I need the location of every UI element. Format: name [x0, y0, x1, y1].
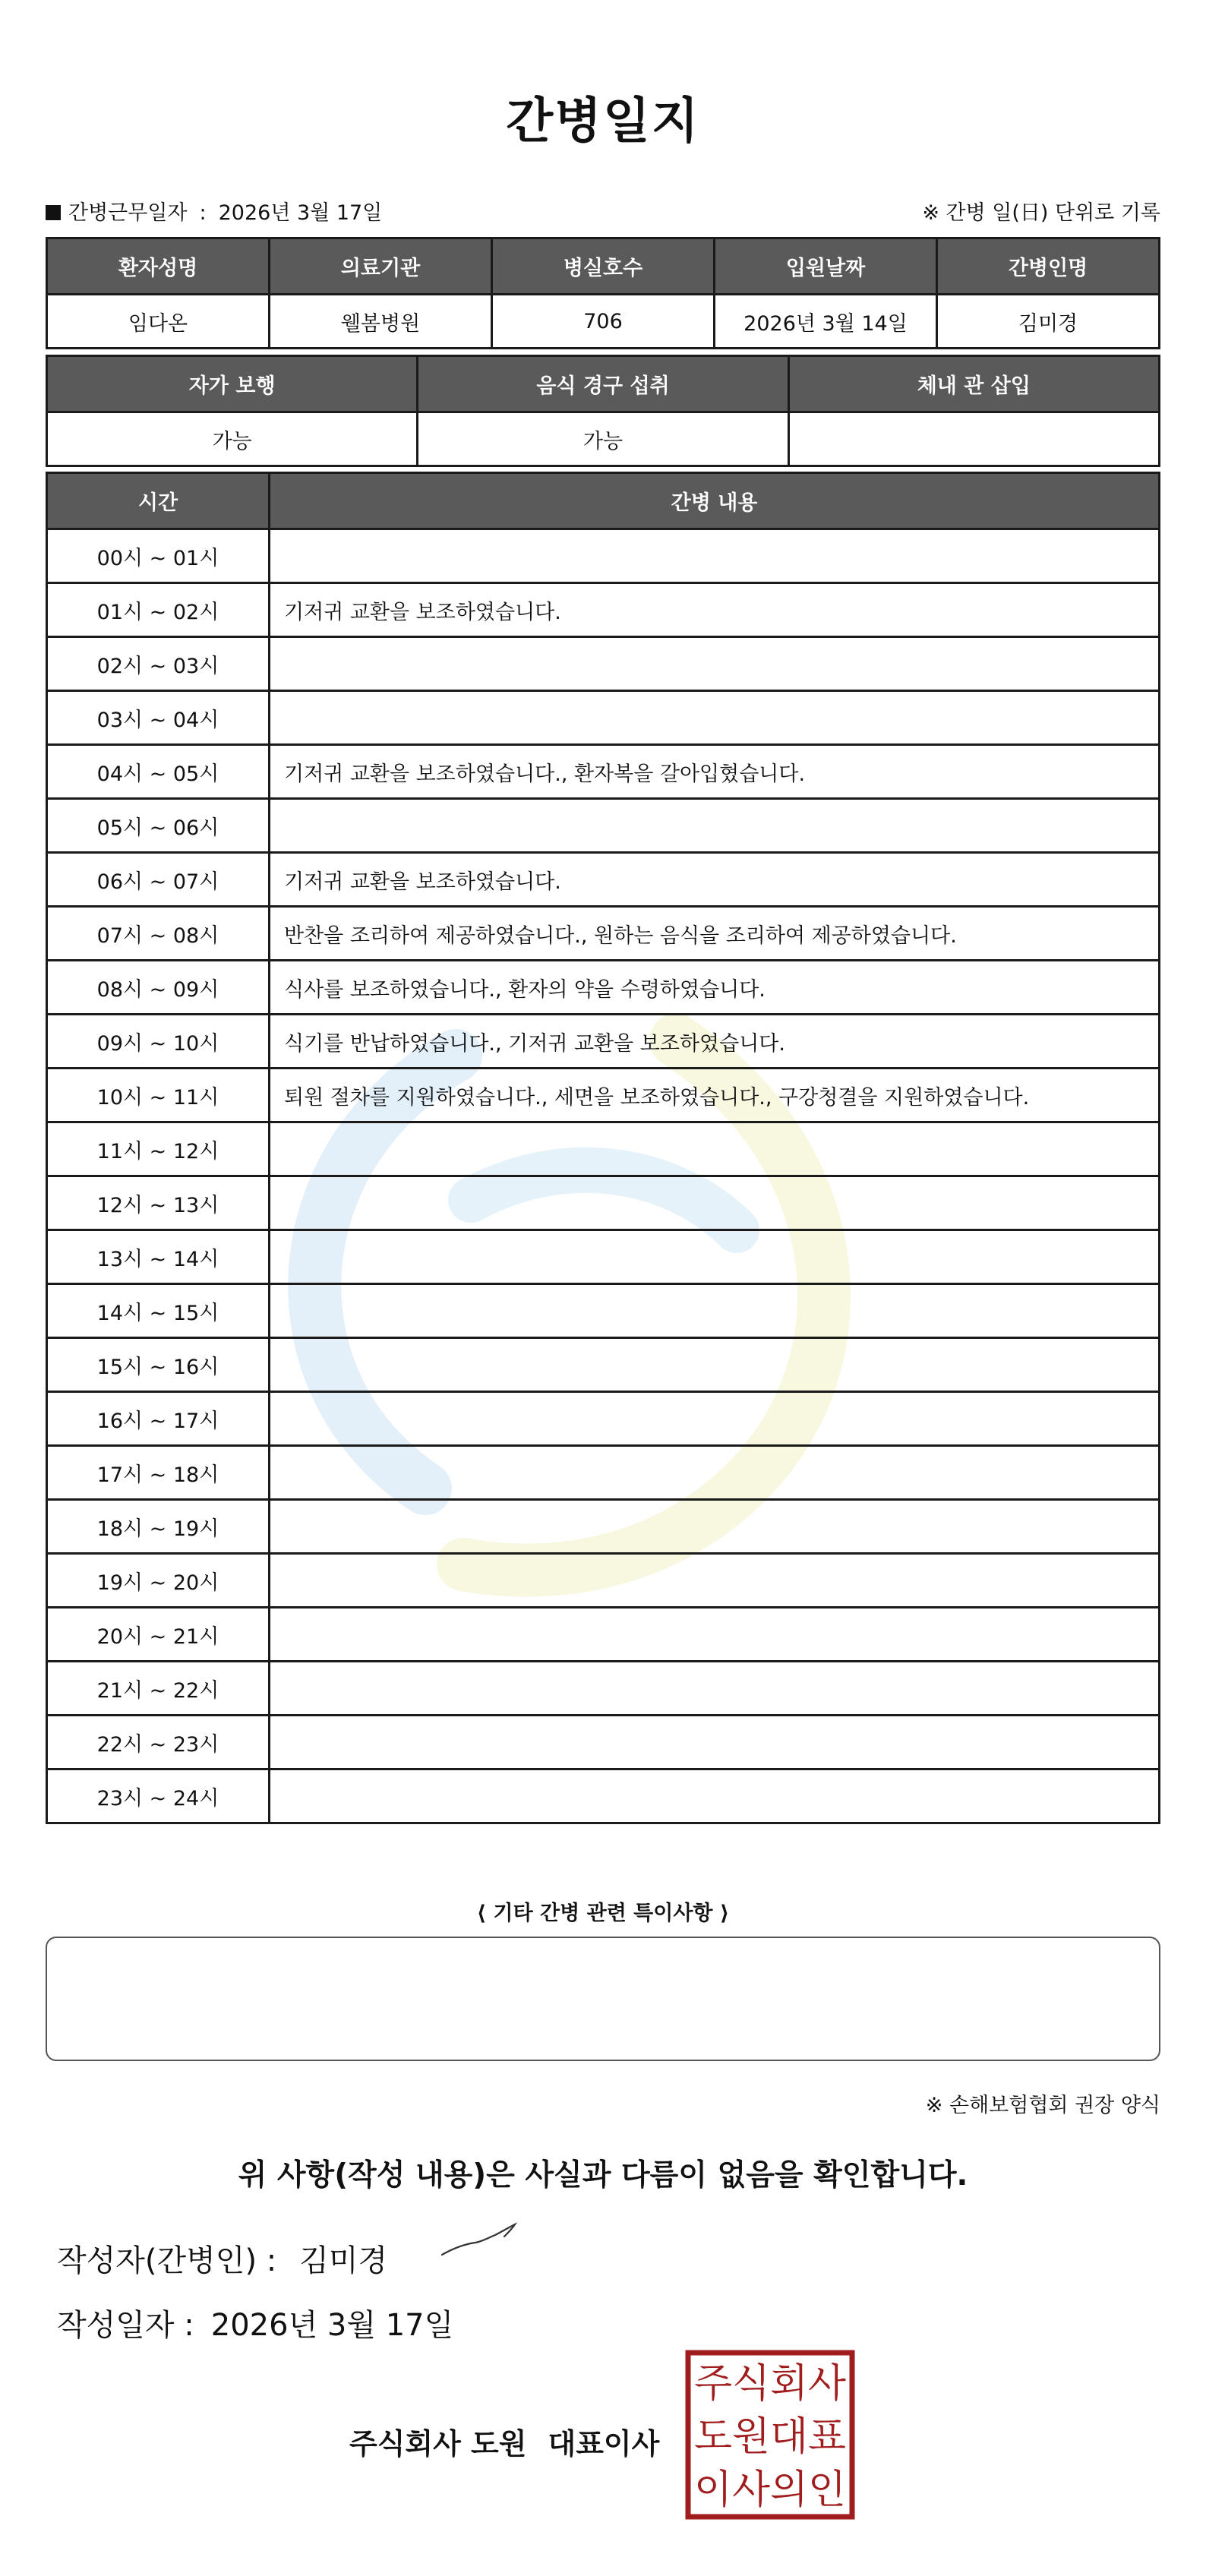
care-log-content: 기저귀 교환을 보조하였습니다. — [270, 853, 1160, 907]
care-log-row — [47, 583, 1160, 637]
work-date-value: 2026년 3월 17일 — [218, 201, 383, 225]
patient-name-value: 임다온 — [47, 295, 270, 349]
care-log-content — [270, 1122, 1160, 1176]
care-log-time: 16시 ~ 17시 — [47, 1392, 270, 1446]
seal-line-1: 주식회사 — [694, 2361, 846, 2407]
handwritten-signature — [439, 2221, 522, 2259]
company-name: 주식회사 도원 — [349, 2427, 527, 2461]
record-note: ※ 간병 일(日) 단위로 기록 — [922, 201, 1160, 225]
patient-info-value-row — [47, 295, 1160, 349]
written-date-label: 작성일자 : — [57, 2308, 194, 2343]
care-log-row — [47, 961, 1160, 1015]
confirmation-statement: 위 사항(작성 내용)은 사실과 다름이 없음을 확인합니다. — [238, 2158, 968, 2192]
care-log-time: 07시 ~ 08시 — [47, 907, 270, 961]
care-log-row — [47, 1662, 1160, 1716]
company-seal — [685, 2350, 855, 2520]
care-log-row — [47, 1069, 1160, 1122]
room-number-header: 병실호수 — [492, 238, 715, 295]
care-log-content: 식사를 보조하였습니다., 환자의 약을 수령하였습니다. — [270, 961, 1160, 1015]
care-log-content — [270, 1176, 1160, 1230]
care-log-content — [270, 529, 1160, 583]
care-log-content — [270, 1230, 1160, 1284]
representative-title: 대표이사 — [548, 2427, 660, 2461]
care-log-content: 반찬을 조리하여 제공하였습니다., 원하는 음식을 조리하여 제공하였습니다. — [270, 907, 1160, 961]
care-log-content — [270, 1284, 1160, 1338]
care-log-row — [47, 1554, 1160, 1608]
care-log-time: 10시 ~ 11시 — [47, 1069, 270, 1122]
hospital-value: 웰봄병원 — [270, 295, 492, 349]
work-date-label: 간병근무일자 — [68, 201, 188, 225]
patient-name-header: 환자성명 — [47, 238, 270, 295]
care-log-content — [270, 691, 1160, 745]
care-log-time: 22시 ~ 23시 — [47, 1716, 270, 1769]
care-log-content — [270, 1392, 1160, 1446]
care-content-header: 간병 내용 — [270, 473, 1160, 529]
patient-status-value-row — [47, 412, 1160, 466]
time-header: 시간 — [47, 473, 270, 529]
care-log-time: 02시 ~ 03시 — [47, 637, 270, 691]
care-log-time: 03시 ~ 04시 — [47, 691, 270, 745]
care-log-row — [47, 691, 1160, 745]
caregiver-name-value: 김미경 — [937, 295, 1160, 349]
care-log-time: 19시 ~ 20시 — [47, 1554, 270, 1608]
oral-intake-header: 음식 경구 섭취 — [418, 356, 788, 412]
care-log-content — [270, 1554, 1160, 1608]
care-log-row — [47, 1122, 1160, 1176]
care-log-time: 14시 ~ 15시 — [47, 1284, 270, 1338]
care-log-row — [47, 1284, 1160, 1338]
square-bullet-icon — [46, 205, 61, 220]
care-log-row — [47, 1608, 1160, 1662]
oral-intake-value: 가능 — [418, 412, 788, 466]
self-walking-value: 가능 — [47, 412, 418, 466]
care-log-row — [47, 529, 1160, 583]
patient-status-table — [46, 355, 1160, 467]
admission-date-header: 입원날짜 — [715, 238, 937, 295]
writer-line — [57, 2237, 387, 2280]
care-log-time: 23시 ~ 24시 — [47, 1769, 270, 1823]
care-log-body — [47, 529, 1160, 1823]
care-log-row — [47, 907, 1160, 961]
room-number-value: 706 — [492, 295, 715, 349]
care-log-time: 20시 ~ 21시 — [47, 1608, 270, 1662]
care-log-time: 15시 ~ 16시 — [47, 1338, 270, 1392]
care-log-row — [47, 1500, 1160, 1554]
care-log-content: 식기를 반납하였습니다., 기저귀 교환을 보조하였습니다. — [270, 1015, 1160, 1069]
care-log-header-row — [47, 473, 1160, 529]
tube-insertion-header: 체내 관 삽입 — [788, 356, 1159, 412]
writer-label: 작성자(간병인) : — [57, 2243, 277, 2278]
care-log-row — [47, 1716, 1160, 1769]
care-log-row — [47, 637, 1160, 691]
care-log-content — [270, 799, 1160, 853]
care-log-table — [46, 472, 1160, 1824]
care-log-content — [270, 1769, 1160, 1823]
care-log-content — [270, 1662, 1160, 1716]
written-date-line — [57, 2301, 453, 2344]
care-log-row — [47, 799, 1160, 853]
care-log-content — [270, 1608, 1160, 1662]
care-log-row — [47, 1392, 1160, 1446]
care-log-row — [47, 745, 1160, 799]
hospital-header: 의료기관 — [270, 238, 492, 295]
care-log-time: 18시 ~ 19시 — [47, 1500, 270, 1554]
care-log-time: 06시 ~ 07시 — [47, 853, 270, 907]
care-log-row — [47, 853, 1160, 907]
work-date-line — [46, 196, 382, 226]
company-line — [349, 2420, 659, 2462]
care-log-content — [270, 1716, 1160, 1769]
care-log-time: 05시 ~ 06시 — [47, 799, 270, 853]
special-notes-title: ⟨ 기타 간병 관련 특이사항 ⟩ — [476, 1902, 730, 1925]
caregiver-name-header: 간병인명 — [937, 238, 1160, 295]
patient-status-header-row — [47, 356, 1160, 412]
admission-date-value: 2026년 3월 14일 — [715, 295, 937, 349]
care-log-content — [270, 637, 1160, 691]
care-log-content — [270, 1338, 1160, 1392]
writer-name: 김미경 — [299, 2243, 388, 2278]
care-log-row — [47, 1338, 1160, 1392]
care-log-row — [47, 1230, 1160, 1284]
care-log-time: 08시 ~ 09시 — [47, 961, 270, 1015]
care-log-time: 12시 ~ 13시 — [47, 1176, 270, 1230]
work-date-separator: : — [199, 201, 207, 225]
care-log-time: 01시 ~ 02시 — [47, 583, 270, 637]
tube-insertion-value — [788, 412, 1159, 466]
care-log-time: 09시 ~ 10시 — [47, 1015, 270, 1069]
care-log-row — [47, 1015, 1160, 1069]
recommend-note: ※ 손해보험협회 권장 양식 — [925, 2094, 1160, 2117]
care-log-content: 기저귀 교환을 보조하였습니다., 환자복을 갈아입혔습니다. — [270, 745, 1160, 799]
care-log-row — [47, 1176, 1160, 1230]
special-notes-box — [46, 1937, 1160, 2061]
care-log-time: 04시 ~ 05시 — [47, 745, 270, 799]
care-log-row — [47, 1446, 1160, 1500]
care-log-content: 기저귀 교환을 보조하였습니다. — [270, 583, 1160, 637]
care-log-time: 21시 ~ 22시 — [47, 1662, 270, 1716]
seal-line-3: 이사의인 — [694, 2467, 846, 2513]
patient-info-table — [46, 237, 1160, 349]
written-date-value: 2026년 3월 17일 — [210, 2308, 454, 2343]
seal-line-2: 도원대표 — [694, 2414, 846, 2460]
care-log-time: 11시 ~ 12시 — [47, 1122, 270, 1176]
care-log-time: 00시 ~ 01시 — [47, 529, 270, 583]
care-log-time: 17시 ~ 18시 — [47, 1446, 270, 1500]
care-log-content — [270, 1500, 1160, 1554]
care-log-time: 13시 ~ 14시 — [47, 1230, 270, 1284]
self-walking-header: 자가 보행 — [47, 356, 418, 412]
care-log-row — [47, 1769, 1160, 1823]
patient-info-header-row — [47, 238, 1160, 295]
care-log-content: 퇴원 절차를 지원하였습니다., 세면을 보조하였습니다., 구강청결을 지원하였습니다. — [270, 1069, 1160, 1122]
care-log-content — [270, 1446, 1160, 1500]
page-title: 간병일지 — [506, 93, 700, 150]
